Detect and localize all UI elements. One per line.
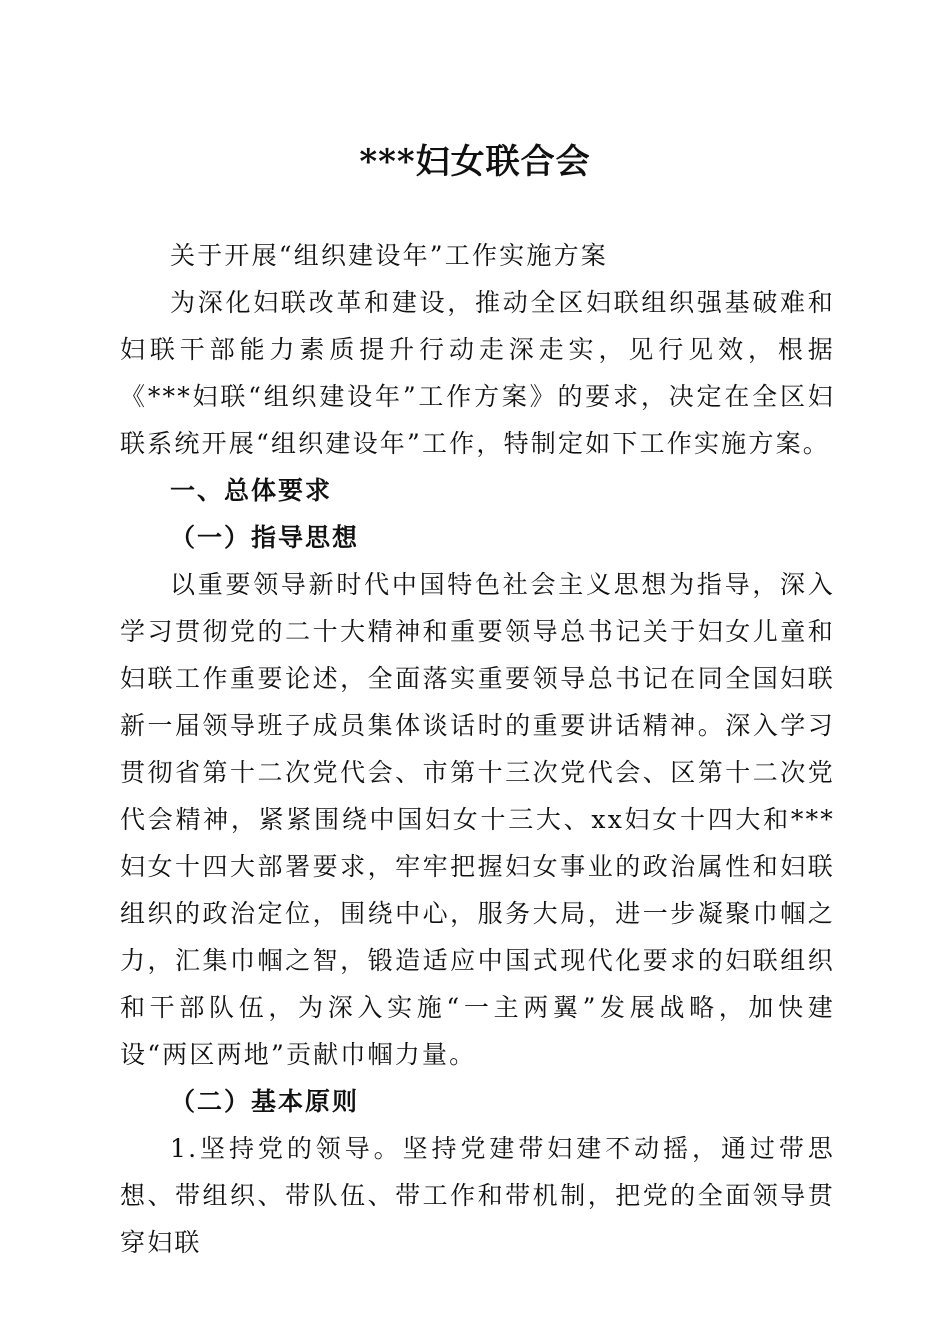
document-title: ***妇女联合会 <box>359 142 591 182</box>
document-subtitle: 关于开展“组织建设年”工作实施方案 <box>170 241 608 270</box>
subsection-heading: （一）指导思想 <box>170 523 360 552</box>
document-body <box>120 232 835 1266</box>
guiding-thought-paragraph: 以重要领导新时代中国特色社会主义思想为指导，深入学习贯彻党的二十大精神和重要领导总书记关于妇女儿童和妇联工作重要论述，全面落实重要领导总书记在同全国妇联新一届领导班子成员集体谈话时的重要讲话精神。深入学习贯彻省第十二次党代会、市第十三次党代会、区第十二次党代会精神，紧紧围绕中国妇女十三大、xx妇女十四大和***妇女十四大部署要求，牢牢把握妇女事业的政治属性和妇联组织的政治定位，围绕中心，服务大局，进一步凝聚巾帼之力，汇集巾帼之智，锻造适应中国式现代化要求的妇联组织和干部队伍，为深入实施“一主两翼”发展战略，加快建设“两区两地”贡献巾帼力量。 <box>120 570 835 1069</box>
principle-paragraph: 1.坚持党的领导。坚持党建带妇建不动摇，通过带思想、带组织、带队伍、带工作和带机制，把党的全面领导贯穿妇联 <box>120 1134 835 1257</box>
section-heading: 一、总体要求 <box>170 476 333 505</box>
subsection-heading: （二）基本原则 <box>170 1087 360 1116</box>
intro-paragraph: 为深化妇联改革和建设，推动全区妇联组织强基破难和妇联干部能力素质提升行动走深走实，见行见效，根据《***妇联“组织建设年”工作方案》的要求，决定在全区妇联系统开展“组织建设年”工作，特制定如下工作实施方案。 <box>120 288 835 458</box>
